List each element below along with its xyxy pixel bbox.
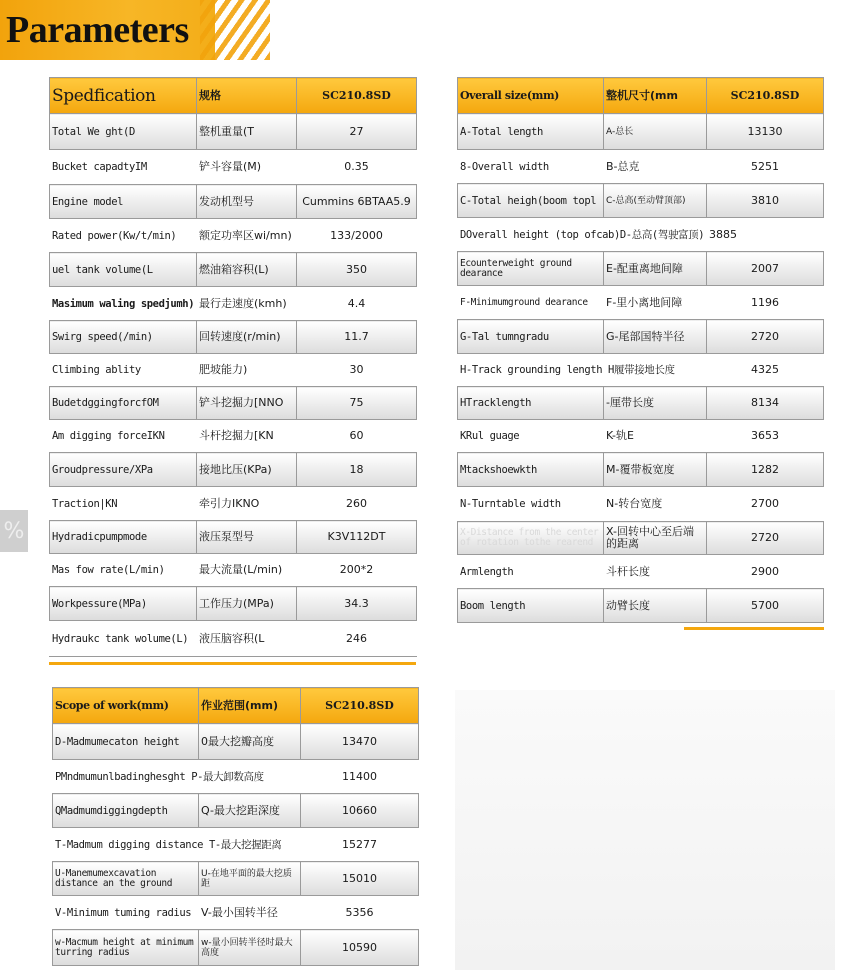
spec-cn: 回转速度(r/min) xyxy=(197,321,297,354)
overall-value: 2720 xyxy=(707,522,824,555)
spec-en: Groudpressure/XPa xyxy=(50,453,197,487)
spec-cn: 肥坡能力) xyxy=(197,354,297,387)
scope-value: 11400 xyxy=(301,760,419,794)
scope-header-en: Scope of work(mm) xyxy=(53,688,199,724)
spec-cn: 最大流量(L/min) xyxy=(197,554,297,587)
spec-en: Hydradicpumpmode xyxy=(50,521,197,554)
scope-row xyxy=(53,760,419,794)
overall-value: 5700 xyxy=(707,589,824,623)
overall-value: 2007 xyxy=(707,252,824,286)
overall-cn: C-总高(至动臂顶部) xyxy=(604,184,707,218)
scope-value: 10660 xyxy=(301,794,419,828)
spec-row xyxy=(50,554,417,587)
overall-en: 8-Overall width xyxy=(458,150,604,184)
overall-en: Ecounterweight ground dearance xyxy=(458,252,604,286)
spec-cn: 斗杆挖掘力[KN xyxy=(197,420,297,453)
spec-row xyxy=(50,219,417,253)
overall-row xyxy=(458,522,824,555)
spec-value: 200*2 xyxy=(297,554,417,587)
spec-row xyxy=(50,287,417,321)
overall-en: C-Total heigh(boom topl xyxy=(458,184,604,218)
overall-value: 1282 xyxy=(707,453,824,487)
scope-en: PMndmumunlbadinghesght P-最大卸数高度 xyxy=(53,760,301,794)
scope-row xyxy=(53,828,419,862)
overall-row xyxy=(458,420,824,453)
overall-value: 3653 xyxy=(707,420,824,453)
spec-cn: 最行走速度(kmh) xyxy=(197,287,297,321)
spec-row xyxy=(50,150,417,185)
spec-cn: 接地比压(KPa) xyxy=(197,453,297,487)
overall-row xyxy=(458,354,824,387)
spec-row xyxy=(50,253,417,287)
spec-row xyxy=(50,321,417,354)
spec-en: Hydraukc tank wolume(L) xyxy=(50,621,197,657)
overall-en: F-Minimumground dearance xyxy=(458,286,604,320)
overall-en: HTracklength xyxy=(458,387,604,420)
scope-en: QMadmumdiggingdepth xyxy=(53,794,199,828)
scope-value: 5356 xyxy=(301,896,419,930)
scope-row xyxy=(53,862,419,896)
scope-header-model: SC210.8SD xyxy=(301,688,419,724)
spec-value: K3V112DT xyxy=(297,521,417,554)
spec-bottom-rule xyxy=(49,662,416,665)
overall-cn: K-轨E xyxy=(604,420,707,453)
scope-cn: U-在地平面的最大挖质距 xyxy=(199,862,301,896)
scope-cn: w-量小回转半径时最大高度 xyxy=(199,930,301,966)
overall-cn: X-回转中心至后端的距离 xyxy=(604,522,707,555)
overall-row xyxy=(458,487,824,522)
spec-cn: 额定功率区wi/mn) xyxy=(197,219,297,253)
spec-value: 18 xyxy=(297,453,417,487)
spec-row xyxy=(50,453,417,487)
spec-cn: 工作压力(MPa) xyxy=(197,587,297,621)
scope-cn: V-最小国转半径 xyxy=(199,896,301,930)
overall-row xyxy=(458,555,824,589)
spec-en: Bucket capadtyIM xyxy=(50,150,197,185)
spec-value: 260 xyxy=(297,487,417,521)
spec-row xyxy=(50,420,417,453)
overall-row xyxy=(458,218,824,252)
overall-en: X-Distance from the center of rotation tothe rearend xyxy=(458,522,604,555)
spec-value: 34.3 xyxy=(297,587,417,621)
page-title: Parameters xyxy=(6,9,189,51)
spec-en: BudetdggingforcfOM xyxy=(50,387,197,420)
spec-value: 133/2000 xyxy=(297,219,417,253)
overall-en: G-Tal tumngradu xyxy=(458,320,604,354)
overall-value: 3885 xyxy=(707,218,824,252)
specification-table xyxy=(49,77,417,657)
overall-header-cn: 整机尺寸(mm xyxy=(604,78,707,114)
overall-header-en: Overall size(mm) xyxy=(458,78,604,114)
overall-row xyxy=(458,387,824,420)
spec-row xyxy=(50,521,417,554)
spec-en: Mas fow rate(L/min) xyxy=(50,554,197,587)
overall-cn: G-尾部国特半径 xyxy=(604,320,707,354)
spec-row xyxy=(50,487,417,521)
spec-header-cn: 规格 xyxy=(197,78,297,114)
spec-en: Total We ght(D xyxy=(50,114,197,150)
overall-en: Armlength xyxy=(458,555,604,589)
spec-value: 4.4 xyxy=(297,287,417,321)
scope-header-row xyxy=(53,688,419,724)
spec-value: 60 xyxy=(297,420,417,453)
scope-value: 15010 xyxy=(301,862,419,896)
overall-value: 4325 xyxy=(707,354,824,387)
overall-value: 13130 xyxy=(707,114,824,150)
scope-row xyxy=(53,794,419,828)
spec-header-en: Spedfication xyxy=(50,78,197,114)
spec-row xyxy=(50,185,417,219)
overall-value: 3810 xyxy=(707,184,824,218)
scope-value: 13470 xyxy=(301,724,419,760)
scope-cn: 0最大挖瓣高度 xyxy=(199,724,301,760)
side-tab[interactable]: % xyxy=(0,510,28,552)
spec-cn: 整机重量(T xyxy=(197,114,297,150)
spec-value: 11.7 xyxy=(297,321,417,354)
spec-value: 27 xyxy=(297,114,417,150)
scope-cn: Q-最大挖距深度 xyxy=(199,794,301,828)
spec-cn: 液压脑容积(L xyxy=(197,621,297,657)
scope-value: 10590 xyxy=(301,930,419,966)
overall-size-table xyxy=(457,77,824,623)
overall-value: 1196 xyxy=(707,286,824,320)
overall-en: H-Track grounding length H履带接地长度 xyxy=(458,354,707,387)
spec-en: Traction|KN xyxy=(50,487,197,521)
spec-cn: 液压泵型号 xyxy=(197,521,297,554)
scope-header-cn: 作业范围(mm) xyxy=(199,688,301,724)
spec-row xyxy=(50,387,417,420)
overall-cn: M-覆带板宽度 xyxy=(604,453,707,487)
overall-header-model: SC210.8SD xyxy=(707,78,824,114)
overall-en: N-Turntable width xyxy=(458,487,604,522)
overall-row xyxy=(458,320,824,354)
overall-row xyxy=(458,286,824,320)
overall-cn: -厘带长度 xyxy=(604,387,707,420)
overall-en: Boom length xyxy=(458,589,604,623)
spec-header-model: SC210.8SD xyxy=(297,78,417,114)
overall-cn: A-总长 xyxy=(604,114,707,150)
spec-value: 75 xyxy=(297,387,417,420)
overall-cn: B-总克 xyxy=(604,150,707,184)
spec-cn: 燃油箱容积(L) xyxy=(197,253,297,287)
overall-bottom-rule xyxy=(684,627,824,630)
overall-row xyxy=(458,150,824,184)
spec-row xyxy=(50,354,417,387)
overall-cn: F-里小离地间障 xyxy=(604,286,707,320)
overall-row xyxy=(458,453,824,487)
scope-row xyxy=(53,724,419,760)
scope-row xyxy=(53,896,419,930)
spec-en: Am digging forceIKN xyxy=(50,420,197,453)
spec-value: 0.35 xyxy=(297,150,417,185)
spec-en: Engine model xyxy=(50,185,197,219)
title-banner xyxy=(0,0,270,60)
overall-value: 2720 xyxy=(707,320,824,354)
overall-value: 5251 xyxy=(707,150,824,184)
overall-value: 8134 xyxy=(707,387,824,420)
spec-row xyxy=(50,621,417,657)
scope-en: T-Madmum digging distance T-最大挖握距离 xyxy=(53,828,301,862)
scope-en: w-Macmum height at minimum turring radius xyxy=(53,930,199,966)
scope-en: V-Minimum tuming radius xyxy=(53,896,199,930)
scope-value: 15277 xyxy=(301,828,419,862)
spec-en: uel tank volume(L xyxy=(50,253,197,287)
spec-value: 246 xyxy=(297,621,417,657)
spec-en: Rated power(Kw/t/min) xyxy=(50,219,197,253)
overall-header-row xyxy=(458,78,824,114)
overall-value: 2700 xyxy=(707,487,824,522)
spec-cn: 铲斗容量(M) xyxy=(197,150,297,185)
overall-row xyxy=(458,114,824,150)
scope-row xyxy=(53,930,419,966)
spec-cn: 牵引力IKNO xyxy=(197,487,297,521)
spec-row xyxy=(50,587,417,621)
spec-cn: 铲斗挖掘力[NNO xyxy=(197,387,297,420)
spec-value: 350 xyxy=(297,253,417,287)
overall-en: A-Total length xyxy=(458,114,604,150)
spec-header-row xyxy=(50,78,417,114)
overall-en: Mtackshoewkth xyxy=(458,453,604,487)
spec-en: Climbing ablity xyxy=(50,354,197,387)
overall-cn: E-配重离地间障 xyxy=(604,252,707,286)
spec-value: 30 xyxy=(297,354,417,387)
spec-en: Swirg speed(/min) xyxy=(50,321,197,354)
overall-row xyxy=(458,589,824,623)
overall-row xyxy=(458,184,824,218)
spec-value: Cummins 6BTAA5.9 xyxy=(297,185,417,219)
overall-cn: 动臂长度 xyxy=(604,589,707,623)
overall-cn: 斗杆长度 xyxy=(604,555,707,589)
spec-row xyxy=(50,114,417,150)
overall-en: KRul guage xyxy=(458,420,604,453)
spec-en: Workpessure(MPa) xyxy=(50,587,197,621)
spec-cn: 发动机型号 xyxy=(197,185,297,219)
title-stripes-decoration xyxy=(200,0,270,60)
scope-en: D-Madmumecaton height xyxy=(53,724,199,760)
overall-cn: N-转台宽度 xyxy=(604,487,707,522)
scope-of-work-table xyxy=(52,687,419,966)
spec-en: Masimum waling spedjumh) xyxy=(50,287,197,321)
overall-value: 2900 xyxy=(707,555,824,589)
overall-row xyxy=(458,252,824,286)
scope-en: U-Manemumexcavation distance an the ground xyxy=(53,862,199,896)
blank-image-area xyxy=(455,690,835,970)
overall-en: DOverall height (top ofcab)D-总高(驾驶富顶) xyxy=(458,218,707,252)
